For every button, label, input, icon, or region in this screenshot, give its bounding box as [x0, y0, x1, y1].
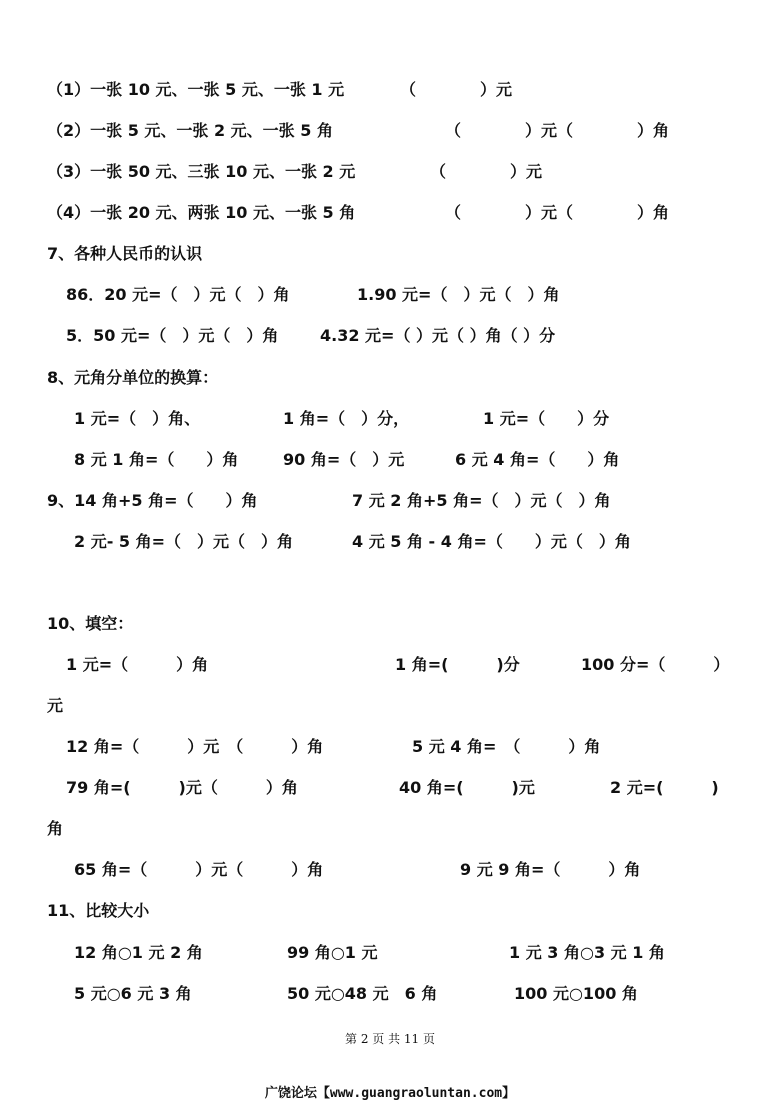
- q11-row2-a: 5 元○6 元 3 角: [74, 984, 192, 1003]
- q8-row1-b: 1 角=（ ）分，: [283, 409, 410, 428]
- q7-row1-b: 1.90 元=（ ）元（ ）角: [357, 285, 560, 304]
- q11-row1-a: 12 角○1 元 2 角: [74, 943, 203, 962]
- q8-row1-c: 1 元=（ ）分: [483, 409, 610, 428]
- q11-row2-b: 50 元○48 元 6 角: [287, 984, 438, 1003]
- q7-row2-b: 4.32 元=（ ）元（ ）角（ ）分: [320, 326, 556, 345]
- q11-row1-c: 1 元 3 角○3 元 1 角: [509, 943, 665, 962]
- q10-row3-a: 79 角=( )元（ ）角: [66, 778, 298, 797]
- q10-title: 10、填空：: [47, 614, 134, 633]
- q10-row2-a: 12 角=（ ）元 （ ）角: [66, 737, 324, 756]
- q10-row1-c: 100 分=（ ）: [581, 655, 730, 674]
- q9-row1-a: 9、14 角+5 角=（ ）角: [47, 491, 258, 510]
- q8-row2-a: 8 元 1 角=（ ）角: [74, 450, 239, 469]
- q9-row2-b: 4 元 5 角 - 4 角=（ ）元（ ）角: [352, 532, 631, 551]
- q10-row3-tail: 角: [47, 819, 64, 838]
- q11-title: 11、比较大小: [47, 901, 150, 920]
- q10-row3-c: 2 元=( ): [610, 778, 719, 797]
- q11-row1-b: 99 角○1 元: [287, 943, 378, 962]
- q10-row4-b: 9 元 9 角=（ ）角: [460, 860, 641, 879]
- q6-item-4-text: （4）一张 20 元、两张 10 元、一张 5 角: [47, 203, 356, 222]
- q8-title: 8、元角分单位的换算：: [47, 368, 219, 387]
- q6-item-4-answer: （ ）元（ ）角: [445, 203, 670, 222]
- q11-row2-c: 100 元○100 角: [514, 984, 638, 1003]
- source-credit: 广饶论坛【www.guangraoluntan.com】: [264, 1086, 516, 1101]
- q6-item-3-answer: （ ）元: [430, 162, 543, 181]
- q9-row1-b: 7 元 2 角+5 角=（ ）元（ ）角: [352, 491, 611, 510]
- q6-item-3-text: （3）一张 50 元、三张 10 元、一张 2 元: [47, 162, 356, 181]
- q7-title: 7、各种人民币的认识: [47, 244, 203, 263]
- page-number: 第 2 页 共 11 页: [345, 1032, 435, 1046]
- q10-row3-b: 40 角=( )元: [399, 778, 535, 797]
- q10-row1-a: 1 元=（ ）角: [66, 655, 209, 674]
- q9-row2-a: 2 元- 5 角=（ ）元（ ）角: [74, 532, 294, 551]
- q6-item-2-text: （2）一张 5 元、一张 2 元、一张 5 角: [47, 121, 333, 140]
- q10-row1-tail: 元: [47, 696, 64, 715]
- q8-row1-a: 1 元=（ ）角、: [74, 409, 201, 428]
- q6-item-1-text: （1）一张 10 元、一张 5 元、一张 1 元: [47, 80, 345, 99]
- q6-item-2-answer: （ ）元（ ）角: [445, 121, 670, 140]
- q10-row1-b: 1 角=( )分: [395, 655, 520, 674]
- q7-row1-a: 86．20 元=（ ）元（ ）角: [66, 285, 290, 304]
- q8-row2-b: 90 角=（ ）元: [283, 450, 405, 469]
- q7-row2-a: 5．50 元=（ ）元（ ）角: [66, 326, 279, 345]
- q10-row4-a: 65 角=（ ）元（ ）角: [74, 860, 324, 879]
- q6-item-1-answer: （ ）元: [400, 80, 513, 99]
- q10-row2-b: 5 元 4 角= （ ）角: [412, 737, 601, 756]
- q8-row2-c: 6 元 4 角=（ ）角: [455, 450, 620, 469]
